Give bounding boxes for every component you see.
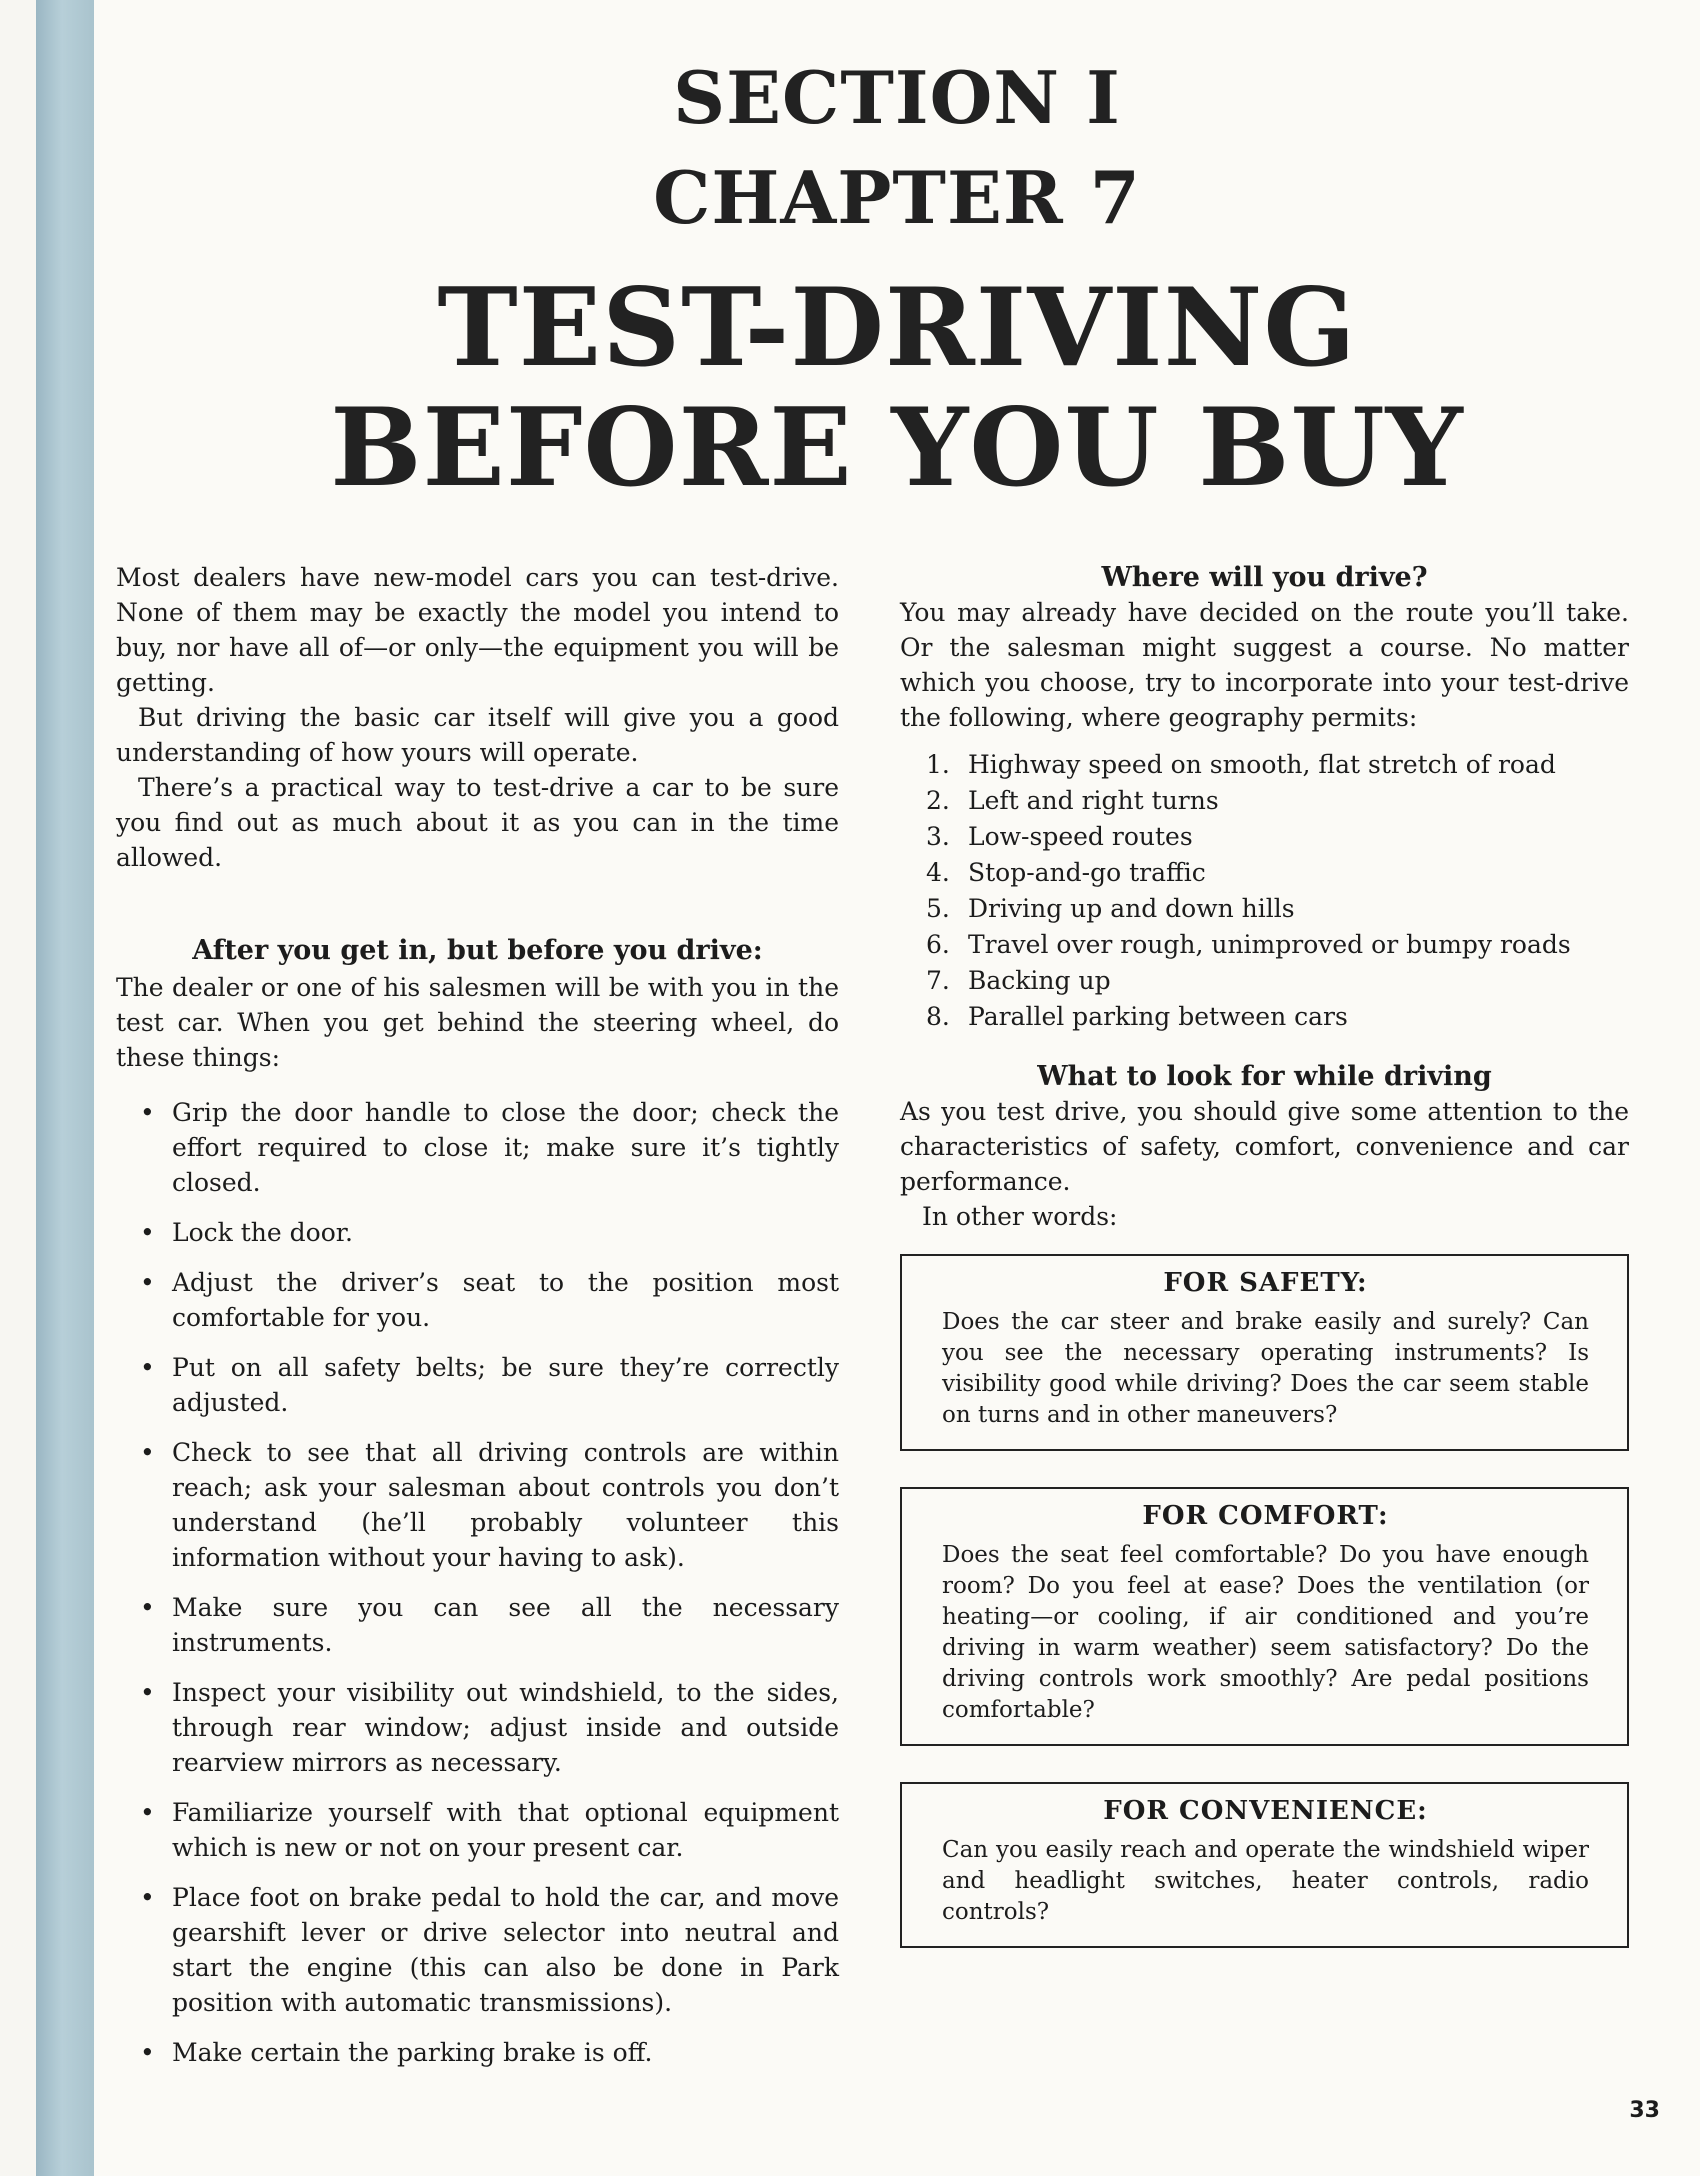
list-number: 3. (926, 822, 950, 851)
list-item (926, 747, 1629, 783)
list-item (926, 855, 1629, 891)
bullet-icon: • (140, 1798, 155, 1827)
list-item (138, 1265, 839, 1335)
list-item-text: Make certain the parking brake is off. (172, 2038, 653, 2067)
page-title-line-1: TEST-DRIVING (437, 265, 1357, 391)
list-item (138, 1675, 839, 1780)
left-column (116, 560, 839, 2085)
right-column (900, 560, 1629, 1948)
bullet-icon: • (140, 1678, 155, 1707)
box-title: FOR SAFETY: (1163, 1268, 1368, 1298)
list-item-text: Driving up and down hills (968, 894, 1295, 923)
bullet-icon: • (140, 1268, 155, 1297)
bullet-icon: • (140, 1438, 155, 1467)
list-item-text: Put on all safety belts; be sure they’re correctly adjusted. (172, 1353, 839, 1417)
list-item-text: Familiarize yourself with that optional equipment which is new or not on your present car. (172, 1798, 839, 1862)
route-list (900, 747, 1629, 1035)
page-title-line-2: BEFORE YOU BUY (330, 385, 1464, 511)
subheading-where-to-drive: Where will you drive? (1101, 562, 1428, 593)
subheading-before-you-drive: After you get in, but before you drive: (192, 935, 763, 966)
list-number: 7. (926, 966, 950, 995)
list-item-text: Left and right turns (968, 786, 1219, 815)
list-item-text: Backing up (968, 966, 1111, 995)
comfort-box (900, 1487, 1629, 1746)
box-text: Does the car steer and brake easily and surely? Can you see the necessary operating instruments? Is visibility good while driving? Does the car seem stable on turns and in other maneuvers? (942, 1309, 1589, 1428)
list-number: 8. (926, 1002, 950, 1031)
section-heading: SECTION I (673, 55, 1121, 140)
list-item-text: Highway speed on smooth, flat stretch of road (968, 750, 1556, 779)
list-item-text: Parallel parking between cars (968, 1002, 1348, 1031)
convenience-box (900, 1782, 1629, 1948)
list-number: 5. (926, 894, 950, 923)
list-item-text: Travel over rough, unimproved or bumpy roads (968, 930, 1571, 959)
list-item-text: Lock the door. (172, 1218, 353, 1247)
list-item (138, 1215, 839, 1250)
list-number: 2. (926, 786, 950, 815)
bullet-icon: • (140, 1353, 155, 1382)
list-item (138, 1350, 839, 1420)
list-item (926, 927, 1629, 963)
list-item (926, 891, 1629, 927)
checklist (116, 1095, 839, 2070)
list-number: 4. (926, 858, 950, 887)
intro-paragraph: Most dealers have new-model cars you can test-drive. None of them may be exactly the model you intend to buy, nor have all of—or only—the equipment you will be getting. (116, 563, 839, 697)
bullet-icon: • (140, 2038, 155, 2067)
list-item-text: Place foot on brake pedal to hold the car, and move gearshift lever or drive selector into neutral and start the engine (this can also be done in Park position with automatic transmissions). (172, 1883, 839, 2017)
list-item (138, 1880, 839, 2020)
bullet-icon: • (140, 1098, 155, 1127)
list-item (926, 819, 1629, 855)
list-item-text: Grip the door handle to close the door; check the effort required to close it; make sure it’s tightly closed. (172, 1098, 839, 1197)
book-spine-edge (36, 0, 94, 2176)
safety-box (900, 1254, 1629, 1451)
book-page (94, 0, 1700, 2176)
chapter-heading: CHAPTER 7 (653, 155, 1141, 240)
box-title: FOR CONVENIENCE: (1103, 1796, 1428, 1826)
bullet-icon: • (140, 1593, 155, 1622)
intro-paragraph: There’s a practical way to test-drive a car to be sure you find out as much about it as you can in the time allowed. (116, 773, 839, 872)
bullet-icon: • (140, 1883, 155, 1912)
list-item (138, 2035, 839, 2070)
in-other-words-line: In other words: (922, 1202, 1118, 1231)
list-item-text: Make sure you can see all the necessary instruments. (172, 1593, 839, 1657)
box-text: Does the seat feel comfortable? Do you have enough room? Do you feel at ease? Does the ventilation (or heating—or cooling, if air conditioned and you’re driving in warm weather) seem satisfactory? Do the driving controls work smoothly? Are pedal positions comfortable? (942, 1542, 1589, 1723)
list-item (138, 1095, 839, 1200)
list-number: 6. (926, 930, 950, 959)
list-item-text: Inspect your visibility out windshield, to the sides, through rear window; adjust inside and outside rearview mirrors as necessary. (172, 1678, 839, 1777)
route-paragraph: You may already have decided on the route you’ll take. Or the salesman might suggest a course. No matter which you choose, try to incorporate into your test-drive the following, where geography permits: (900, 598, 1629, 732)
page-number: 33 (1629, 2098, 1660, 2123)
list-item (926, 783, 1629, 819)
look-for-paragraph: As you test drive, you should give some attention to the characteristics of safety, comfort, convenience and car performance. (900, 1097, 1629, 1196)
list-item (138, 1590, 839, 1660)
list-item (926, 999, 1629, 1035)
subheading-what-to-look-for: What to look for while driving (1037, 1061, 1492, 1092)
list-number: 1. (926, 750, 950, 779)
list-item (138, 1795, 839, 1865)
list-item-text: Stop-and-go traffic (968, 858, 1206, 887)
box-title: FOR COMFORT: (1142, 1501, 1389, 1531)
list-item-text: Adjust the driver’s seat to the position most comfortable for you. (172, 1268, 839, 1332)
box-text: Can you easily reach and operate the windshield wiper and headlight switches, heater controls, radio controls? (942, 1837, 1589, 1925)
intro-paragraph: But driving the basic car itself will give you a good understanding of how yours will operate. (116, 703, 839, 767)
list-item (138, 1435, 839, 1575)
bullet-icon: • (140, 1218, 155, 1247)
list-item-text: Check to see that all driving controls are within reach; ask your salesman about controls you don’t understand (he’ll probably volunteer this information without your having to ask). (172, 1438, 839, 1572)
list-item-text: Low-speed routes (968, 822, 1193, 851)
list-item (926, 963, 1629, 999)
lead-paragraph: The dealer or one of his salesmen will be with you in the test car. When you get behind the steering wheel, do these things: (116, 973, 839, 1072)
